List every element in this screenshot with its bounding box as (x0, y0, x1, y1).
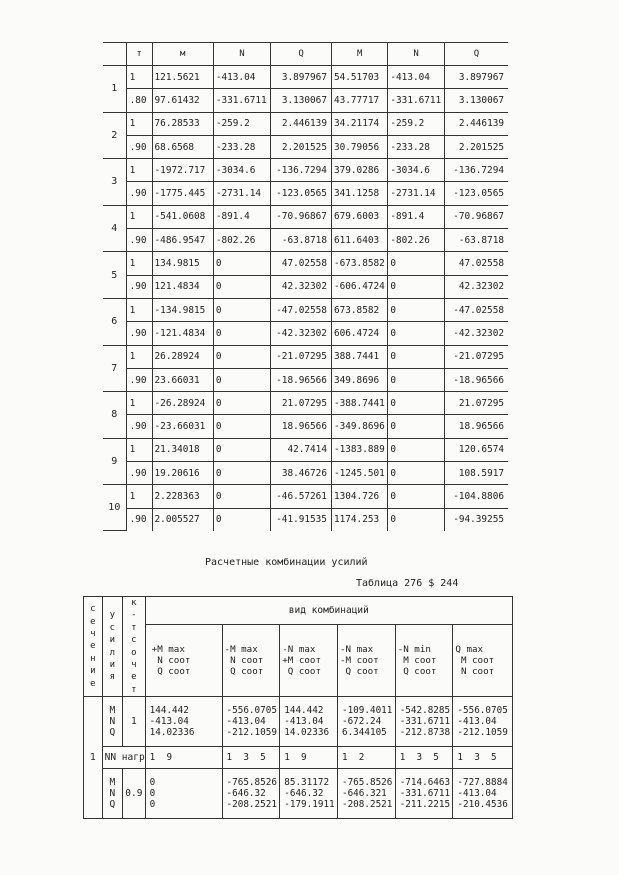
combo-header-4: -N max -M соот Q соот (337, 625, 395, 697)
load-numbers: 1 9 (145, 747, 222, 769)
value-cell: -233.28 (213, 135, 270, 158)
combo-header-2: -M max N соот Q соот (222, 625, 280, 697)
section-label: 1 (103, 66, 126, 113)
force-labels: M N Q (102, 697, 122, 747)
coefficient: 1 (123, 697, 146, 747)
value-cell: 0 (388, 508, 444, 531)
value-cell: 0 (388, 485, 444, 508)
value-cell: -70.96867 (271, 205, 332, 228)
column-header: N (213, 43, 270, 66)
combo-header-1: +M max N соот Q соот (145, 625, 222, 697)
column-header: Q (444, 43, 508, 66)
coefficient-cell: .90 (126, 462, 152, 485)
caption: Расчетные комбинации усилий (205, 557, 368, 568)
value-cell: 606.4724 (331, 322, 387, 345)
value-cell: 21.07295 (271, 392, 332, 415)
value-cell: 26.28924 (152, 345, 213, 368)
value-cell: 2.005527 (152, 508, 213, 531)
value-cell: -134.9815 (152, 298, 213, 321)
value-cell: 0 (388, 252, 444, 275)
section-column-header: с е ч е н и е (84, 597, 103, 697)
value-cell: -104.8806 (444, 485, 508, 508)
value-cell: 43.77717 (331, 89, 387, 112)
combo-values: 0 0 0 (145, 769, 222, 819)
value-cell: -47.02558 (444, 298, 508, 321)
combo-values: -542.8285 -331.6711 -212.8738 (395, 697, 453, 747)
value-cell: 388.7441 (331, 345, 387, 368)
combo-values: 144.442 -413.04 14.02336 (145, 697, 222, 747)
value-cell: 97.61432 (152, 89, 213, 112)
value-cell: -388.7441 (331, 392, 387, 415)
value-cell: -2731.14 (213, 182, 270, 205)
load-numbers: 1 3 5 (453, 747, 513, 769)
value-cell: -63.8718 (444, 229, 508, 252)
value-cell: 108.5917 (444, 462, 508, 485)
combo-values: -727.8884 -413.04 -210.4536 (453, 769, 513, 819)
section-label: 9 (103, 438, 126, 485)
table-row (103, 135, 508, 158)
forces-table (103, 42, 508, 531)
value-cell: -259.2 (388, 112, 444, 135)
value-cell: -891.4 (213, 205, 270, 228)
value-cell: -1245.501 (331, 462, 387, 485)
table-row (103, 462, 508, 485)
combo-header-3: -N max +M соот Q соот (280, 625, 338, 697)
value-cell: 673.8582 (331, 298, 387, 321)
table-reference: Таблица 276 $ 244 (356, 578, 459, 589)
value-cell: -123.0565 (271, 182, 332, 205)
value-cell: -21.07295 (444, 345, 508, 368)
section-label: 4 (103, 205, 126, 252)
table-row (103, 66, 508, 89)
coefficient-cell: 1 (126, 392, 152, 415)
coefficient-cell: 1 (126, 345, 152, 368)
coefficient-cell: .90 (126, 135, 152, 158)
coefficient-cell: 1 (126, 438, 152, 461)
value-cell: -47.02558 (271, 298, 332, 321)
value-cell: 379.0286 (331, 159, 387, 182)
coefficient: 0.9 (123, 769, 146, 819)
value-cell: -233.28 (388, 135, 444, 158)
table-row (103, 159, 508, 182)
column-header: M (331, 43, 387, 66)
value-cell: 341.1258 (331, 182, 387, 205)
table-row (103, 229, 508, 252)
value-cell: -606.4724 (331, 275, 387, 298)
value-cell: 0 (213, 415, 270, 438)
value-cell: -70.96867 (444, 205, 508, 228)
load-numbers: 1 2 (337, 747, 395, 769)
value-cell: 679.6003 (331, 205, 387, 228)
value-cell: 0 (213, 485, 270, 508)
table-row (103, 205, 508, 228)
value-cell: 42.32302 (444, 275, 508, 298)
coefficient-cell: 1 (126, 205, 152, 228)
value-cell: 1174.253 (331, 508, 387, 531)
value-cell: -18.96566 (271, 368, 332, 391)
value-cell: -42.32302 (271, 322, 332, 345)
value-cell: 38.46726 (271, 462, 332, 485)
load-numbers: 1 3 5 (395, 747, 453, 769)
value-cell: -802.26 (213, 229, 270, 252)
coefficient-cell: .80 (126, 89, 152, 112)
value-cell: 1304.726 (331, 485, 387, 508)
combo-values: -109.4011 -672.24 6.344105 (337, 697, 395, 747)
value-cell: -1972.717 (152, 159, 213, 182)
value-cell: -94.39255 (444, 508, 508, 531)
value-cell: 349.8696 (331, 368, 387, 391)
table-row (103, 182, 508, 205)
value-cell: 3.897967 (444, 66, 508, 89)
loads-label: NN нагр (102, 747, 145, 769)
table-row (103, 322, 508, 345)
table-row (103, 275, 508, 298)
value-cell: -46.57261 (271, 485, 332, 508)
combo-header-5: -N min M соот Q соот (395, 625, 453, 697)
value-cell: 18.96566 (444, 415, 508, 438)
load-numbers: 1 3 5 (222, 747, 280, 769)
coefficient-cell: .90 (126, 322, 152, 345)
value-cell: -26.28924 (152, 392, 213, 415)
combo-values: -556.0705 -413.04 -212.1059 (453, 697, 513, 747)
value-cell: 0 (213, 298, 270, 321)
combo-values: 144.442 -413.04 14.02336 (280, 697, 338, 747)
value-cell: -3034.6 (388, 159, 444, 182)
combination-type-header: вид комбинаций (145, 597, 512, 625)
section-label: 3 (103, 159, 126, 206)
table-row (103, 112, 508, 135)
table-row (103, 252, 508, 275)
coefficient-cell: .90 (126, 275, 152, 298)
value-cell: -42.32302 (444, 322, 508, 345)
table-row (103, 298, 508, 321)
value-cell: -331.6711 (213, 89, 270, 112)
force-labels: M N Q (102, 769, 122, 819)
table-row (103, 438, 508, 461)
value-cell: 0 (213, 275, 270, 298)
value-cell: -2731.14 (388, 182, 444, 205)
column-header: Q (271, 43, 332, 66)
value-cell: 3.897967 (271, 66, 332, 89)
coefficient-cell: 1 (126, 485, 152, 508)
table-row (103, 415, 508, 438)
value-cell: 30.79056 (331, 135, 387, 158)
combo-values: -765.8526 -646.32 -208.2521 (222, 769, 280, 819)
value-cell: -413.04 (213, 66, 270, 89)
section-label: 7 (103, 345, 126, 392)
value-cell: -123.0565 (444, 182, 508, 205)
combo-values: 85.31172 -646.32 -179.1911 (280, 769, 338, 819)
value-cell: -1383.889 (331, 438, 387, 461)
value-cell: -541.0608 (152, 205, 213, 228)
value-cell: 42.7414 (271, 438, 332, 461)
value-cell: 19.20616 (152, 462, 213, 485)
value-cell: 0 (388, 462, 444, 485)
table-row (103, 89, 508, 112)
value-cell: -3034.6 (213, 159, 270, 182)
value-cell: 0 (213, 252, 270, 275)
value-cell: -136.7294 (444, 159, 508, 182)
coefficient-cell: .90 (126, 182, 152, 205)
value-cell: -673.8582 (331, 252, 387, 275)
value-cell: 68.6568 (152, 135, 213, 158)
value-cell: -63.8718 (271, 229, 332, 252)
value-cell: -121.4834 (152, 322, 213, 345)
value-cell: 23.66031 (152, 368, 213, 391)
value-cell: 0 (213, 508, 270, 531)
combo-values: -556.0705 -413.04 -212.1059 (222, 697, 280, 747)
value-cell: -18.96566 (444, 368, 508, 391)
coefficient-cell: 1 (126, 66, 152, 89)
value-cell: -349.8696 (331, 415, 387, 438)
column-header: м (152, 43, 213, 66)
value-cell: 0 (213, 438, 270, 461)
value-cell: 34.21174 (331, 112, 387, 135)
value-cell: -413.04 (388, 66, 444, 89)
value-cell: 0 (388, 368, 444, 391)
coefficient-column-header: к - т с о ч е т (123, 597, 146, 697)
value-cell: 0 (388, 392, 444, 415)
value-cell: -259.2 (213, 112, 270, 135)
value-cell: 2.228363 (152, 485, 213, 508)
value-cell: 54.51703 (331, 66, 387, 89)
combo-values: -714.6463 -331.6711 -211.2215 (395, 769, 453, 819)
value-cell: 0 (213, 462, 270, 485)
forces-column-header: у с и л и я (102, 597, 122, 697)
value-cell: 21.34018 (152, 438, 213, 461)
value-cell: 121.5621 (152, 66, 213, 89)
value-cell: 47.02558 (271, 252, 332, 275)
load-numbers: 1 9 (280, 747, 338, 769)
column-header: т (126, 43, 152, 66)
value-cell: 0 (388, 345, 444, 368)
column-header: N (388, 43, 444, 66)
value-cell: -41.91535 (271, 508, 332, 531)
value-cell: -486.9547 (152, 229, 213, 252)
header-blank (103, 43, 126, 66)
combinations-table (83, 596, 513, 819)
section-label: 10 (103, 485, 126, 531)
section-label: 6 (103, 298, 126, 345)
coefficient-cell: .90 (126, 508, 152, 531)
value-cell: 47.02558 (444, 252, 508, 275)
value-cell: 0 (213, 368, 270, 391)
table-row (103, 485, 508, 508)
value-cell: 121.4834 (152, 275, 213, 298)
value-cell: 0 (388, 438, 444, 461)
value-cell: 21.07295 (444, 392, 508, 415)
section-label: 1 (84, 697, 103, 819)
value-cell: 0 (388, 275, 444, 298)
value-cell: 0 (388, 298, 444, 321)
value-cell: -23.66031 (152, 415, 213, 438)
value-cell: 134.9815 (152, 252, 213, 275)
value-cell: 76.28533 (152, 112, 213, 135)
value-cell: 0 (388, 322, 444, 345)
coefficient-cell: .90 (126, 229, 152, 252)
value-cell: -1775.445 (152, 182, 213, 205)
coefficient-cell: 1 (126, 298, 152, 321)
value-cell: 0 (213, 345, 270, 368)
coefficient-cell: 1 (126, 159, 152, 182)
table-row (103, 392, 508, 415)
section-label: 5 (103, 252, 126, 299)
value-cell: 2.201525 (271, 135, 332, 158)
value-cell: 611.6403 (331, 229, 387, 252)
value-cell: 0 (213, 322, 270, 345)
coefficient-cell: 1 (126, 252, 152, 275)
value-cell: 2.446139 (271, 112, 332, 135)
value-cell: 0 (388, 415, 444, 438)
value-cell: 0 (213, 392, 270, 415)
table-row (103, 368, 508, 391)
coefficient-cell: .90 (126, 368, 152, 391)
coefficient-cell: .90 (126, 415, 152, 438)
value-cell: -136.7294 (271, 159, 332, 182)
combo-header-6: Q max M соот N соот (453, 625, 513, 697)
combo-values: -765.8526 -646.321 -208.2521 (337, 769, 395, 819)
value-cell: -331.6711 (388, 89, 444, 112)
value-cell: 42.32302 (271, 275, 332, 298)
section-label: 2 (103, 112, 126, 159)
value-cell: 2.201525 (444, 135, 508, 158)
value-cell: -21.07295 (271, 345, 332, 368)
table-row (103, 345, 508, 368)
value-cell: 3.130067 (444, 89, 508, 112)
value-cell: 3.130067 (271, 89, 332, 112)
value-cell: 120.6574 (444, 438, 508, 461)
value-cell: 18.96566 (271, 415, 332, 438)
value-cell: -891.4 (388, 205, 444, 228)
coefficient-cell: 1 (126, 112, 152, 135)
section-label: 8 (103, 392, 126, 439)
table-row (103, 508, 508, 531)
value-cell: 2.446139 (444, 112, 508, 135)
value-cell: -802.26 (388, 229, 444, 252)
